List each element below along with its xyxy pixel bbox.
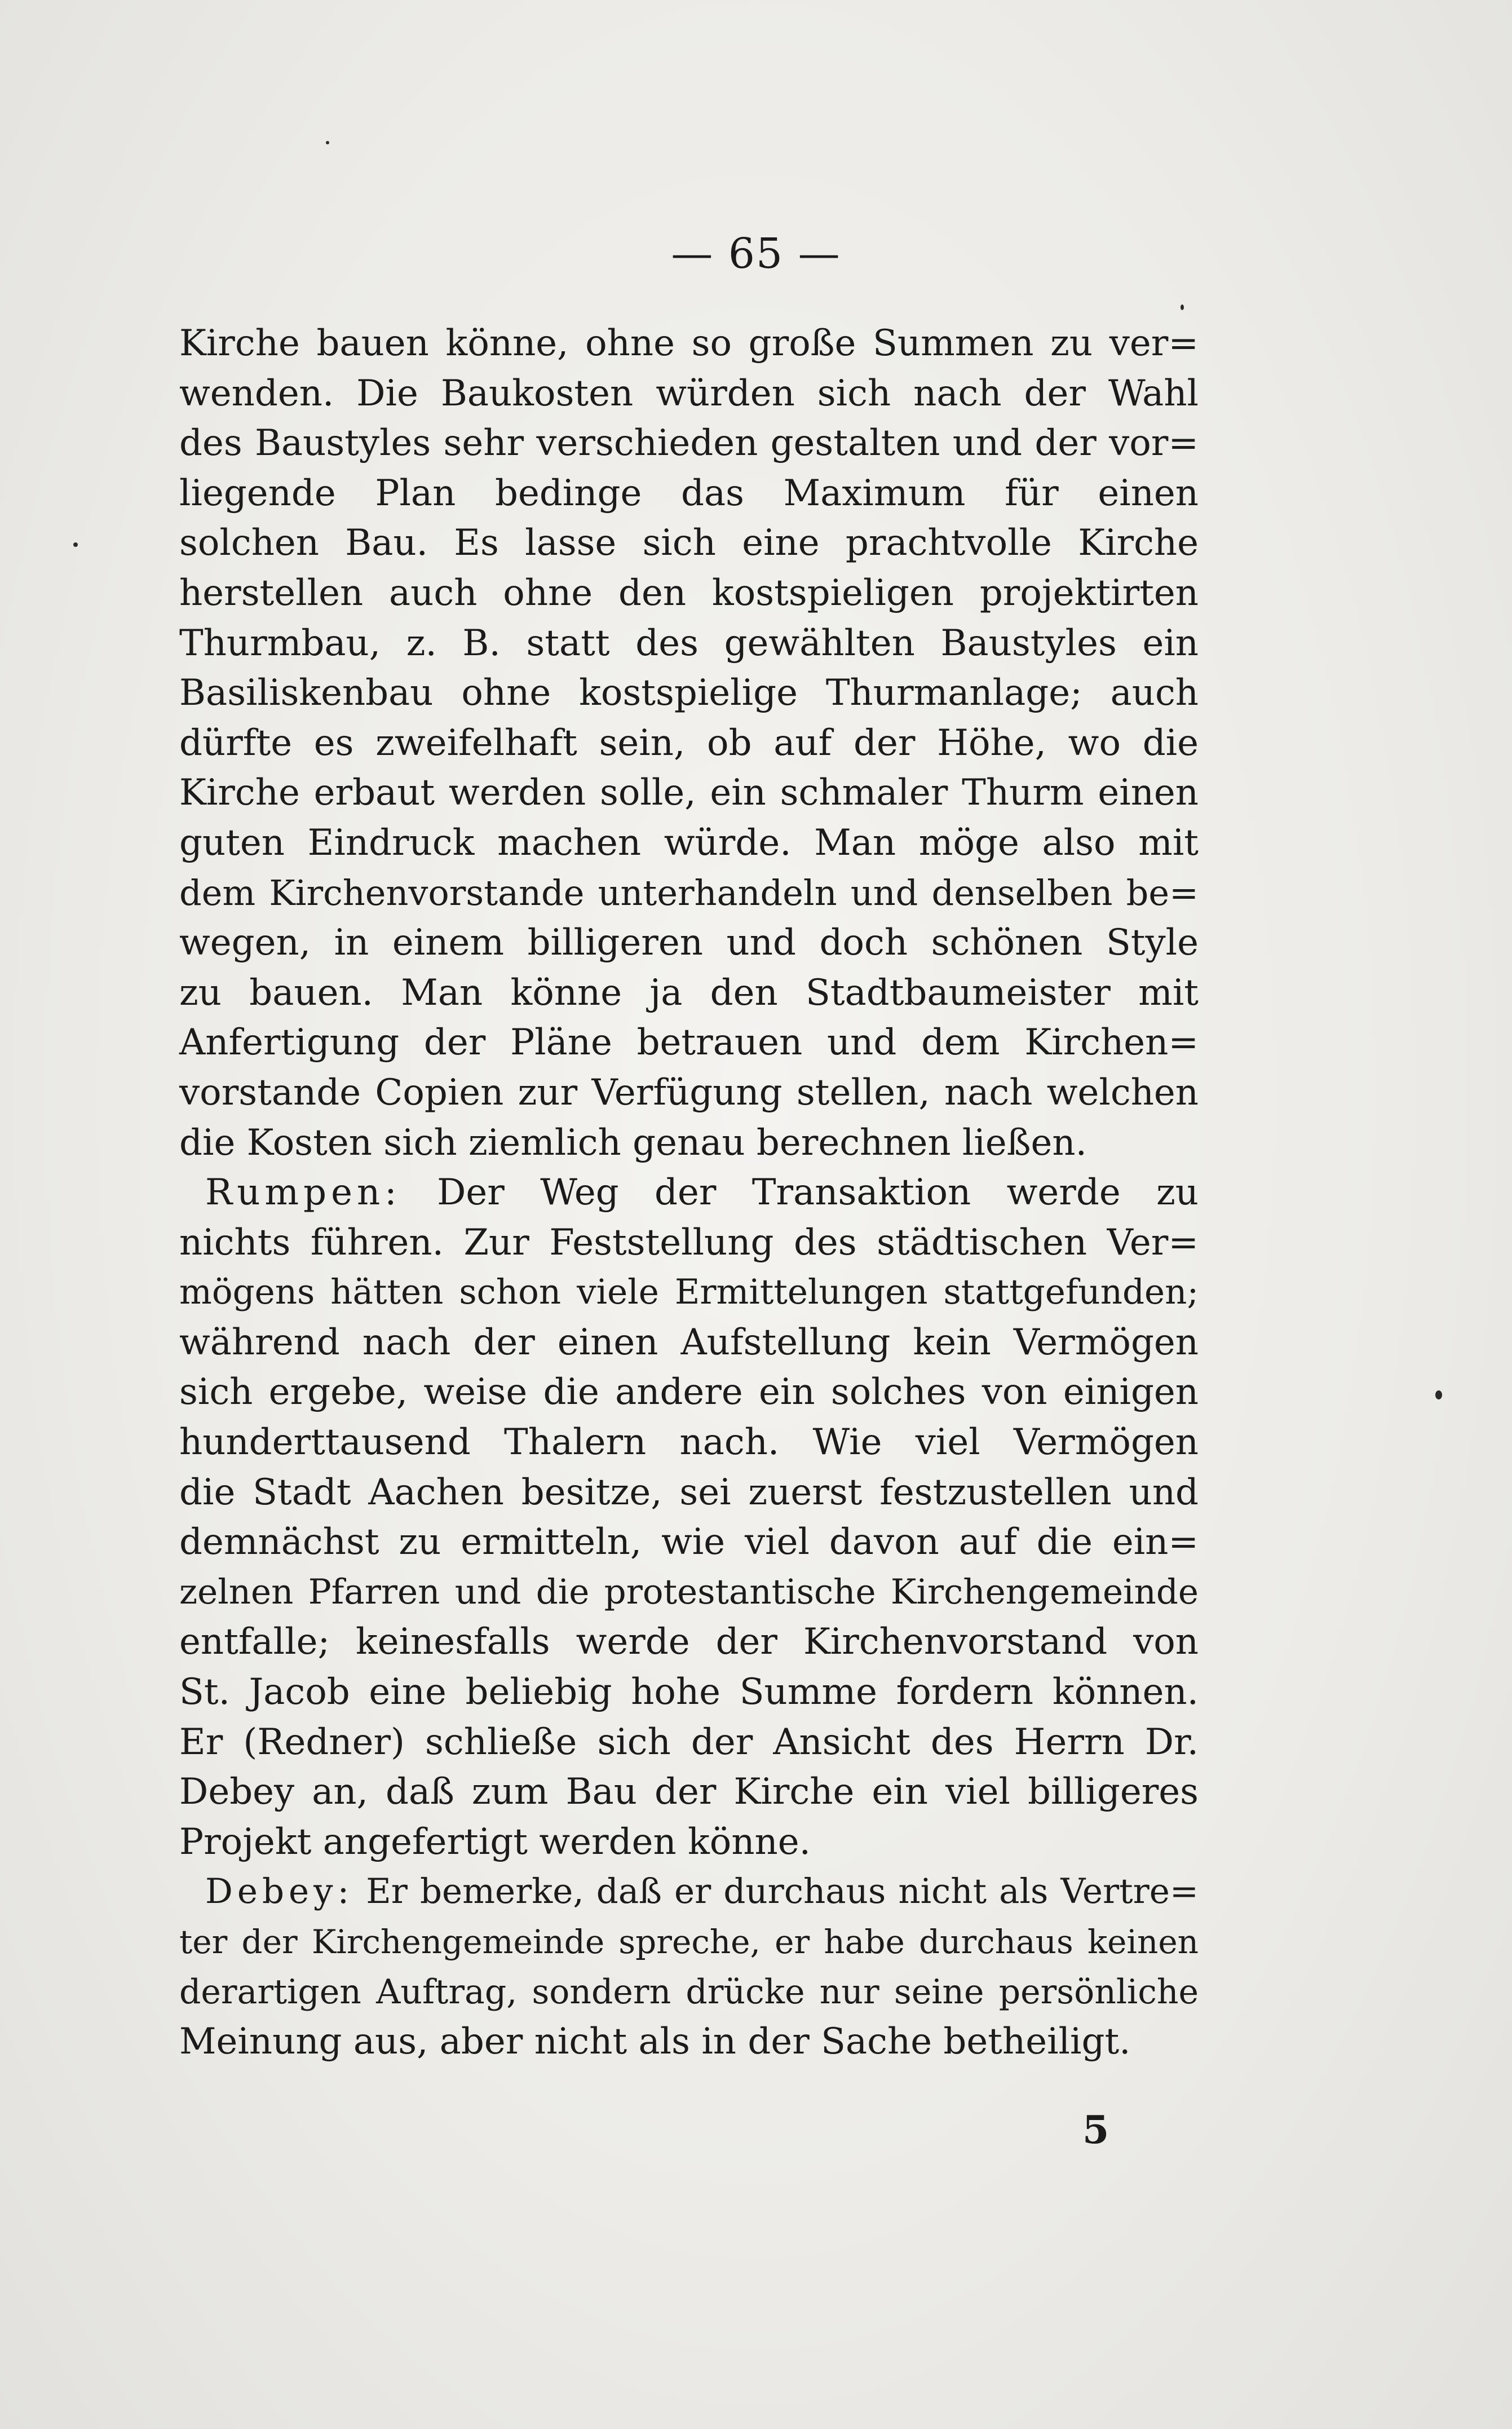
text-line: dem Kirchenvorstande unterhandeln und denselben be= bbox=[179, 872, 1199, 913]
text-line: Basiliskenbau ohne kostspielige Thurmanlage; auch bbox=[179, 672, 1199, 714]
ink-speck bbox=[1181, 304, 1184, 310]
text-line: derartigen Auftrag, sondern drücke nur seine persönliche bbox=[179, 1972, 1199, 2012]
text-line: Kirche bauen könne, ohne so große Summen zu ver= bbox=[179, 323, 1199, 364]
text-line: vorstande Copien zur Verfügung stellen, nach welchen bbox=[179, 1071, 1199, 1114]
text-line: die Stadt Aachen besitze, sei zuerst festzustellen und bbox=[179, 1471, 1199, 1513]
text-line: nichts führen. Zur Feststellung des städtischen Ver= bbox=[179, 1221, 1199, 1264]
text-line bbox=[179, 1168, 1199, 1218]
ink-speck bbox=[326, 141, 329, 144]
text-line: demnächst zu ermitteln, wie viel davon auf die ein= bbox=[179, 1521, 1199, 1564]
paragraph-rumpen bbox=[179, 1168, 1199, 1867]
text-line: Meinung aus, aber nicht als in der Sache betheiligt. bbox=[179, 2021, 1131, 2063]
text-line: mögens hätten schon viele Ermittelungen stattgefunden; bbox=[179, 1272, 1199, 1313]
text-line: ter der Kirchengemeinde spreche, er habe durchaus keinen bbox=[179, 1923, 1199, 1961]
text-line: St. Jacob eine beliebig hohe Summe fordern können. bbox=[179, 1671, 1199, 1713]
text-line: Kirche erbaut werden solle, ein schmaler Thurm einen bbox=[179, 772, 1199, 814]
paragraph-debey bbox=[179, 1867, 1199, 2066]
text-line: zu bauen. Man könne ja den Stadtbaumeister mit bbox=[179, 971, 1199, 1014]
speaker-text: Der Weg der Transaktion werde zu bbox=[437, 1172, 1199, 1214]
text-line: entfalle; keinesfalls werde der Kirchenvorstand von bbox=[179, 1621, 1199, 1663]
text-line: solchen Bau. Es lasse sich eine prachtvolle Kirche bbox=[179, 522, 1199, 564]
speaker-name: Debey: bbox=[205, 1871, 354, 1912]
text-line: während nach der einen Aufstellung kein Vermögen bbox=[179, 1321, 1199, 1363]
text-line: herstellen auch ohne den kostspieligen projektirten bbox=[179, 572, 1199, 614]
page-number: — 65 — bbox=[671, 229, 841, 278]
paragraph-continuation bbox=[179, 319, 1199, 1168]
ink-speck bbox=[73, 542, 78, 547]
text-line: wegen, in einem billigeren und doch schönen Style bbox=[179, 922, 1199, 964]
text-line: Er (Redner) schließe sich der Ansicht des Herrn Dr. bbox=[179, 1721, 1199, 1763]
text-line: wenden. Die Baukosten würden sich nach der Wahl bbox=[179, 372, 1199, 414]
speaker-text: Er bemerke, daß er durchaus nicht als Vertre= bbox=[366, 1871, 1199, 1912]
text-line: Projekt angefertigt werden könne. bbox=[179, 1821, 811, 1863]
text-line: Anfertigung der Pläne betrauen und dem Kirchen= bbox=[179, 1022, 1199, 1064]
signature-mark: 5 bbox=[1082, 2108, 1109, 2153]
ink-speck bbox=[1435, 1390, 1442, 1399]
text-line: des Baustyles sehr verschieden gestalten und der vor= bbox=[179, 422, 1199, 465]
text-line: die Kosten sich ziemlich genau berechnen ließen. bbox=[179, 1121, 1087, 1164]
speaker-name: Rumpen: bbox=[205, 1172, 401, 1214]
text-line bbox=[179, 1867, 1199, 1917]
text-line: Thurmbau, z. B. statt des gewählten Baustyles ein bbox=[179, 622, 1199, 664]
text-line: dürfte es zweifelhaft sein, ob auf der Höhe, wo die bbox=[179, 722, 1199, 764]
text-line: sich ergebe, weise die andere ein solches von einigen bbox=[179, 1371, 1199, 1414]
text-line: Debey an, daß zum Bau der Kirche ein viel billigeres bbox=[179, 1771, 1199, 1813]
text-line: liegende Plan bedinge das Maximum für einen bbox=[179, 472, 1199, 514]
text-line: guten Eindruck machen würde. Man möge also mit bbox=[179, 822, 1199, 864]
text-line: hunderttausend Thalern nach. Wie viel Vermögen bbox=[179, 1421, 1199, 1464]
text-line: zelnen Pfarren und die protestantische Kirchengemeinde bbox=[179, 1571, 1199, 1612]
text-block bbox=[179, 319, 1199, 2067]
